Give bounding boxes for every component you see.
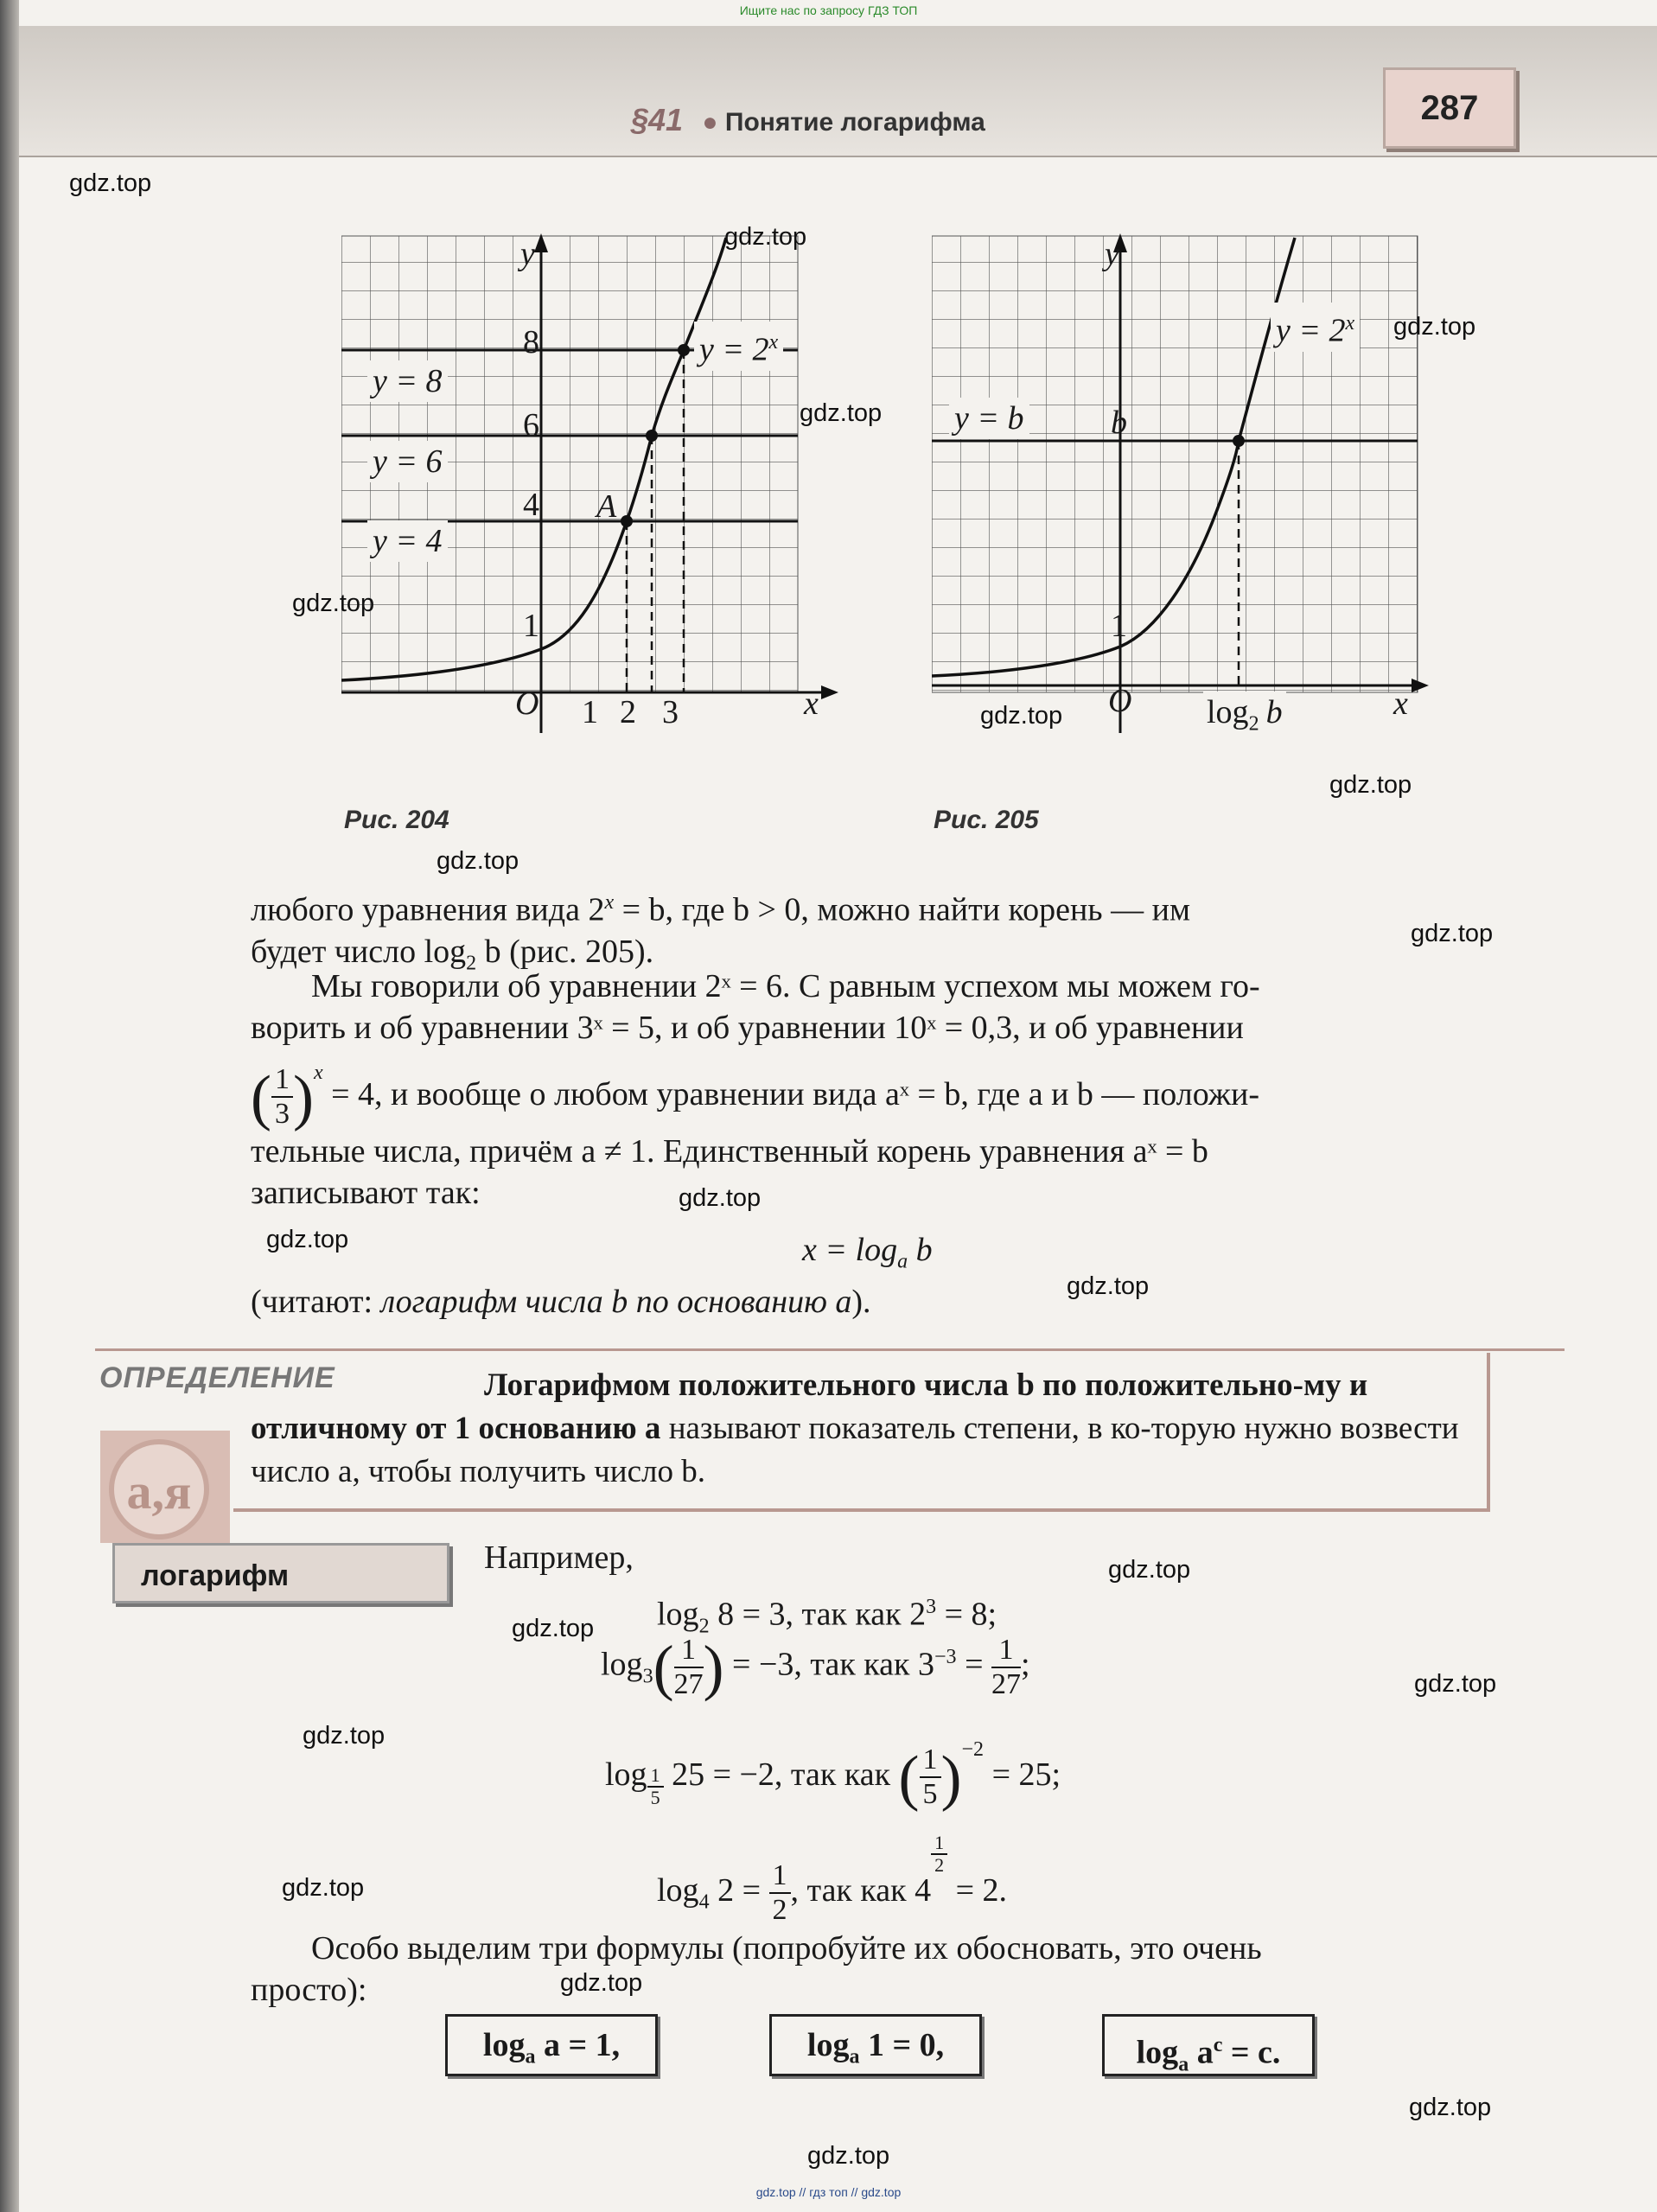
fig205-label-yb: y = b	[949, 398, 1029, 439]
closing-line1: Особо выделим три формулы (попробуйте их обосновать, это очень	[311, 1930, 1262, 1967]
example-3	[605, 1729, 1061, 1811]
watermark: gdz.top	[1414, 1670, 1497, 1698]
sup: 3	[926, 1596, 937, 1618]
sup: c	[1213, 2034, 1223, 2056]
fig205-log-text: log	[1207, 694, 1249, 730]
definition-bold: Логарифмом положительного числа b по положительно-му и отличному от 1 основанию a	[251, 1367, 1368, 1446]
denominator: 27	[673, 1668, 704, 1700]
denominator: 2	[934, 1854, 945, 1876]
watermark: gdz.top	[560, 1969, 643, 1997]
top-note: Ищите нас по запросу ГДЗ ТОП	[739, 3, 918, 17]
sub: 2	[466, 952, 477, 975]
numerator: 1	[647, 1765, 664, 1788]
text: a	[1189, 2034, 1214, 2071]
closing-line2: просто):	[251, 1972, 367, 2008]
text: x = log	[802, 1232, 898, 1268]
watermark: gdz.top	[1411, 920, 1494, 947]
fig204-ytick-1: 1	[523, 608, 539, 644]
text: log	[1136, 2034, 1179, 2071]
fig204-y-axis-label: y	[520, 236, 535, 272]
sup: x	[604, 891, 615, 914]
text: ;	[1021, 1646, 1030, 1683]
fig205-xtick-logb	[1203, 692, 1286, 745]
x-axis-arrow	[1412, 679, 1429, 692]
definition-rule	[95, 1348, 1565, 1351]
text: a = 1,	[535, 2027, 621, 2063]
fraction	[991, 1634, 1021, 1701]
sub: 3	[642, 1665, 653, 1688]
definition-normal: называют показатель степени, в ко-торую нужно возвести число a, чтобы получить число b.	[251, 1411, 1459, 1489]
sup: −2	[961, 1738, 985, 1761]
para2-line4: тельные числа, причём a ≠ 1. Единственный корень уравнения aˣ = b	[251, 1133, 1208, 1170]
text: 25 = −2, так как	[663, 1756, 899, 1793]
fig205-log-sub: 2	[1248, 712, 1259, 736]
fig204-point-label: A	[596, 488, 617, 525]
text: 1 = 0,	[859, 2027, 945, 2063]
fig204-caption: Рис. 204	[344, 806, 449, 834]
reading-note	[251, 1281, 871, 1323]
dictionary-icon-text: а,я	[126, 1463, 192, 1520]
examples-intro: Например,	[484, 1539, 634, 1576]
fig204-xtick-3: 3	[662, 694, 679, 730]
figure-204-graph	[341, 233, 843, 735]
section-number: §41	[631, 102, 684, 137]
point-y6	[646, 430, 658, 442]
text: = 8;	[936, 1596, 997, 1633]
watermark: gdz.top	[724, 223, 807, 251]
text: = 4, и вообще о любом уравнении вида aˣ = b, где a и b — положи-	[322, 1076, 1260, 1112]
paren: )	[703, 1633, 724, 1702]
x-axis-arrow	[821, 685, 838, 699]
text: 2 =	[709, 1872, 769, 1909]
watermark: gdz.top	[1393, 313, 1476, 341]
fig205-caption: Рис. 205	[934, 806, 1039, 834]
exponent-fraction	[931, 1833, 947, 1876]
text: log	[601, 1646, 643, 1683]
text: log	[657, 1596, 699, 1633]
text: =	[956, 1646, 991, 1683]
numerator: 1	[991, 1634, 1021, 1668]
fig204-xtick-1: 1	[582, 694, 598, 730]
fig205-ytick-b: b	[1111, 405, 1127, 441]
fig204-ytick-4: 4	[523, 487, 539, 523]
fig205-origin: O	[1108, 683, 1132, 719]
fig204-label-y8: y = 8	[367, 360, 448, 402]
text: = c.	[1222, 2034, 1281, 2071]
watermark: gdz.top	[512, 1615, 595, 1642]
watermark: gdz.top	[679, 1184, 762, 1212]
text: = b, где b > 0, можно найти корень — им	[614, 891, 1190, 928]
watermark: gdz.top	[1067, 1272, 1150, 1300]
text: будет число log	[251, 933, 467, 970]
section-title	[631, 102, 985, 138]
numerator: 1	[920, 1743, 941, 1778]
fig204-ytick-6: 6	[523, 407, 539, 443]
sub: 4	[698, 1890, 710, 1914]
denominator: 5	[650, 1787, 660, 1808]
fraction	[769, 1859, 791, 1927]
fig205-log-arg: b	[1265, 694, 1283, 730]
fig204-ytick-8: 8	[523, 324, 539, 360]
watermark: gdz.top	[1409, 2094, 1492, 2121]
watermark: gdz.top	[69, 169, 152, 197]
text: log	[806, 2027, 850, 2063]
text: , так как 4	[790, 1872, 932, 1909]
definition-label: ОПРЕДЕЛЕНИЕ	[99, 1361, 335, 1394]
sub: a	[525, 2045, 536, 2069]
sup: −3	[934, 1646, 957, 1669]
fraction	[920, 1743, 941, 1811]
fig204-label-y4: y = 4	[367, 520, 448, 562]
fig205-y-axis-label: y	[1105, 236, 1119, 272]
fig205-curve-label-sup: x	[1345, 312, 1355, 335]
watermark: gdz.top	[1329, 771, 1412, 799]
fig204-curve-label-text: y = 2	[699, 331, 769, 368]
keyword-box: логарифм	[112, 1543, 449, 1603]
fig204-x-axis-label: x	[804, 685, 819, 722]
text: любого уравнения вида 2	[251, 891, 605, 928]
section-name: Понятие логарифма	[724, 108, 985, 137]
fig205-curve-label	[1271, 303, 1360, 352]
fraction	[674, 1634, 704, 1701]
sup: x	[313, 1061, 323, 1084]
example-2	[601, 1634, 1030, 1701]
text: log	[605, 1756, 647, 1793]
paren-left: (	[251, 1062, 271, 1132]
text: = 2.	[947, 1872, 1008, 1909]
text: b	[908, 1232, 933, 1268]
paragraph-2	[251, 966, 1513, 1214]
formula-box-2	[769, 2014, 982, 2076]
fig204-origin: O	[515, 685, 539, 722]
example-4	[657, 1833, 1007, 1927]
numerator: 1	[769, 1859, 791, 1894]
sub: 2	[698, 1615, 710, 1638]
formula-box-1	[445, 2014, 658, 2076]
point-y8	[678, 344, 690, 356]
watermark: gdz.top	[282, 1874, 365, 1902]
paren: (	[653, 1633, 674, 1702]
text: 8 = 3, так как 2	[709, 1596, 927, 1633]
denominator: 3	[274, 1098, 290, 1131]
sub: a	[897, 1250, 908, 1273]
fig205-curve-label-text: y = 2	[1276, 312, 1346, 349]
para1-line1	[251, 882, 1513, 931]
definition-text	[251, 1364, 1478, 1494]
watermark: gdz.top	[437, 847, 519, 875]
watermark: gdz.top	[807, 2142, 890, 2170]
sub: a	[1178, 2053, 1189, 2076]
watermark: gdz.top	[980, 702, 1063, 730]
para2-line1: Мы говорили об уравнении 2ˣ = 6. С равным успехом мы можем го-	[311, 968, 1260, 1004]
paren: (	[898, 1743, 920, 1813]
bullet: ●	[702, 108, 718, 137]
text: = −3, так как 3	[723, 1646, 935, 1683]
fig204-curve-label	[694, 322, 783, 371]
root-formula	[802, 1229, 933, 1283]
footer-note: gdz.top // гдз топ // gdz.top	[755, 2185, 902, 2199]
point-a	[621, 515, 633, 527]
base-fraction	[647, 1765, 664, 1808]
watermark: gdz.top	[303, 1722, 386, 1750]
denominator: 5	[922, 1778, 938, 1811]
book-binding	[0, 0, 19, 2212]
watermark: gdz.top	[292, 590, 375, 617]
watermark: gdz.top	[800, 399, 883, 427]
numerator: 1	[271, 1063, 293, 1098]
text: b (рис. 205).	[476, 933, 654, 970]
paren: )	[940, 1743, 962, 1813]
paren-right: )	[292, 1062, 314, 1132]
fig205-ytick-1: 1	[1111, 608, 1127, 644]
numerator: 1	[931, 1833, 947, 1855]
text: log	[657, 1872, 699, 1909]
sub: a	[849, 2045, 860, 2069]
watermark: gdz.top	[1108, 1556, 1191, 1584]
fraction-1-3	[271, 1063, 293, 1131]
text: = 25;	[984, 1756, 1061, 1793]
para2-line5: записывают так:	[251, 1175, 481, 1212]
denominator: 27	[991, 1668, 1021, 1700]
point-b	[1233, 435, 1245, 447]
formula-box-3	[1102, 2014, 1315, 2076]
denominator: 2	[772, 1894, 787, 1927]
fig205-x-axis-label: x	[1393, 685, 1408, 722]
watermark: gdz.top	[266, 1226, 349, 1253]
page-number: 287	[1383, 67, 1516, 149]
numerator: 1	[674, 1634, 704, 1668]
closing-paragraph	[251, 1928, 1513, 2011]
text: (читают:	[251, 1284, 381, 1320]
fig204-curve-label-sup: x	[768, 331, 779, 354]
para2-line2: ворить и об уравнении 3ˣ = 5, и об уравнении 10ˣ = 0,3, и об уравнении	[251, 1010, 1244, 1046]
dictionary-icon	[100, 1431, 230, 1543]
fig204-label-y6: y = 6	[367, 441, 448, 482]
text: log	[482, 2027, 526, 2063]
italic-text: логарифм числа b по основанию a	[380, 1284, 852, 1320]
text: ).	[851, 1284, 871, 1320]
para2-line3	[251, 1052, 1513, 1131]
fig204-xtick-2: 2	[620, 694, 636, 730]
